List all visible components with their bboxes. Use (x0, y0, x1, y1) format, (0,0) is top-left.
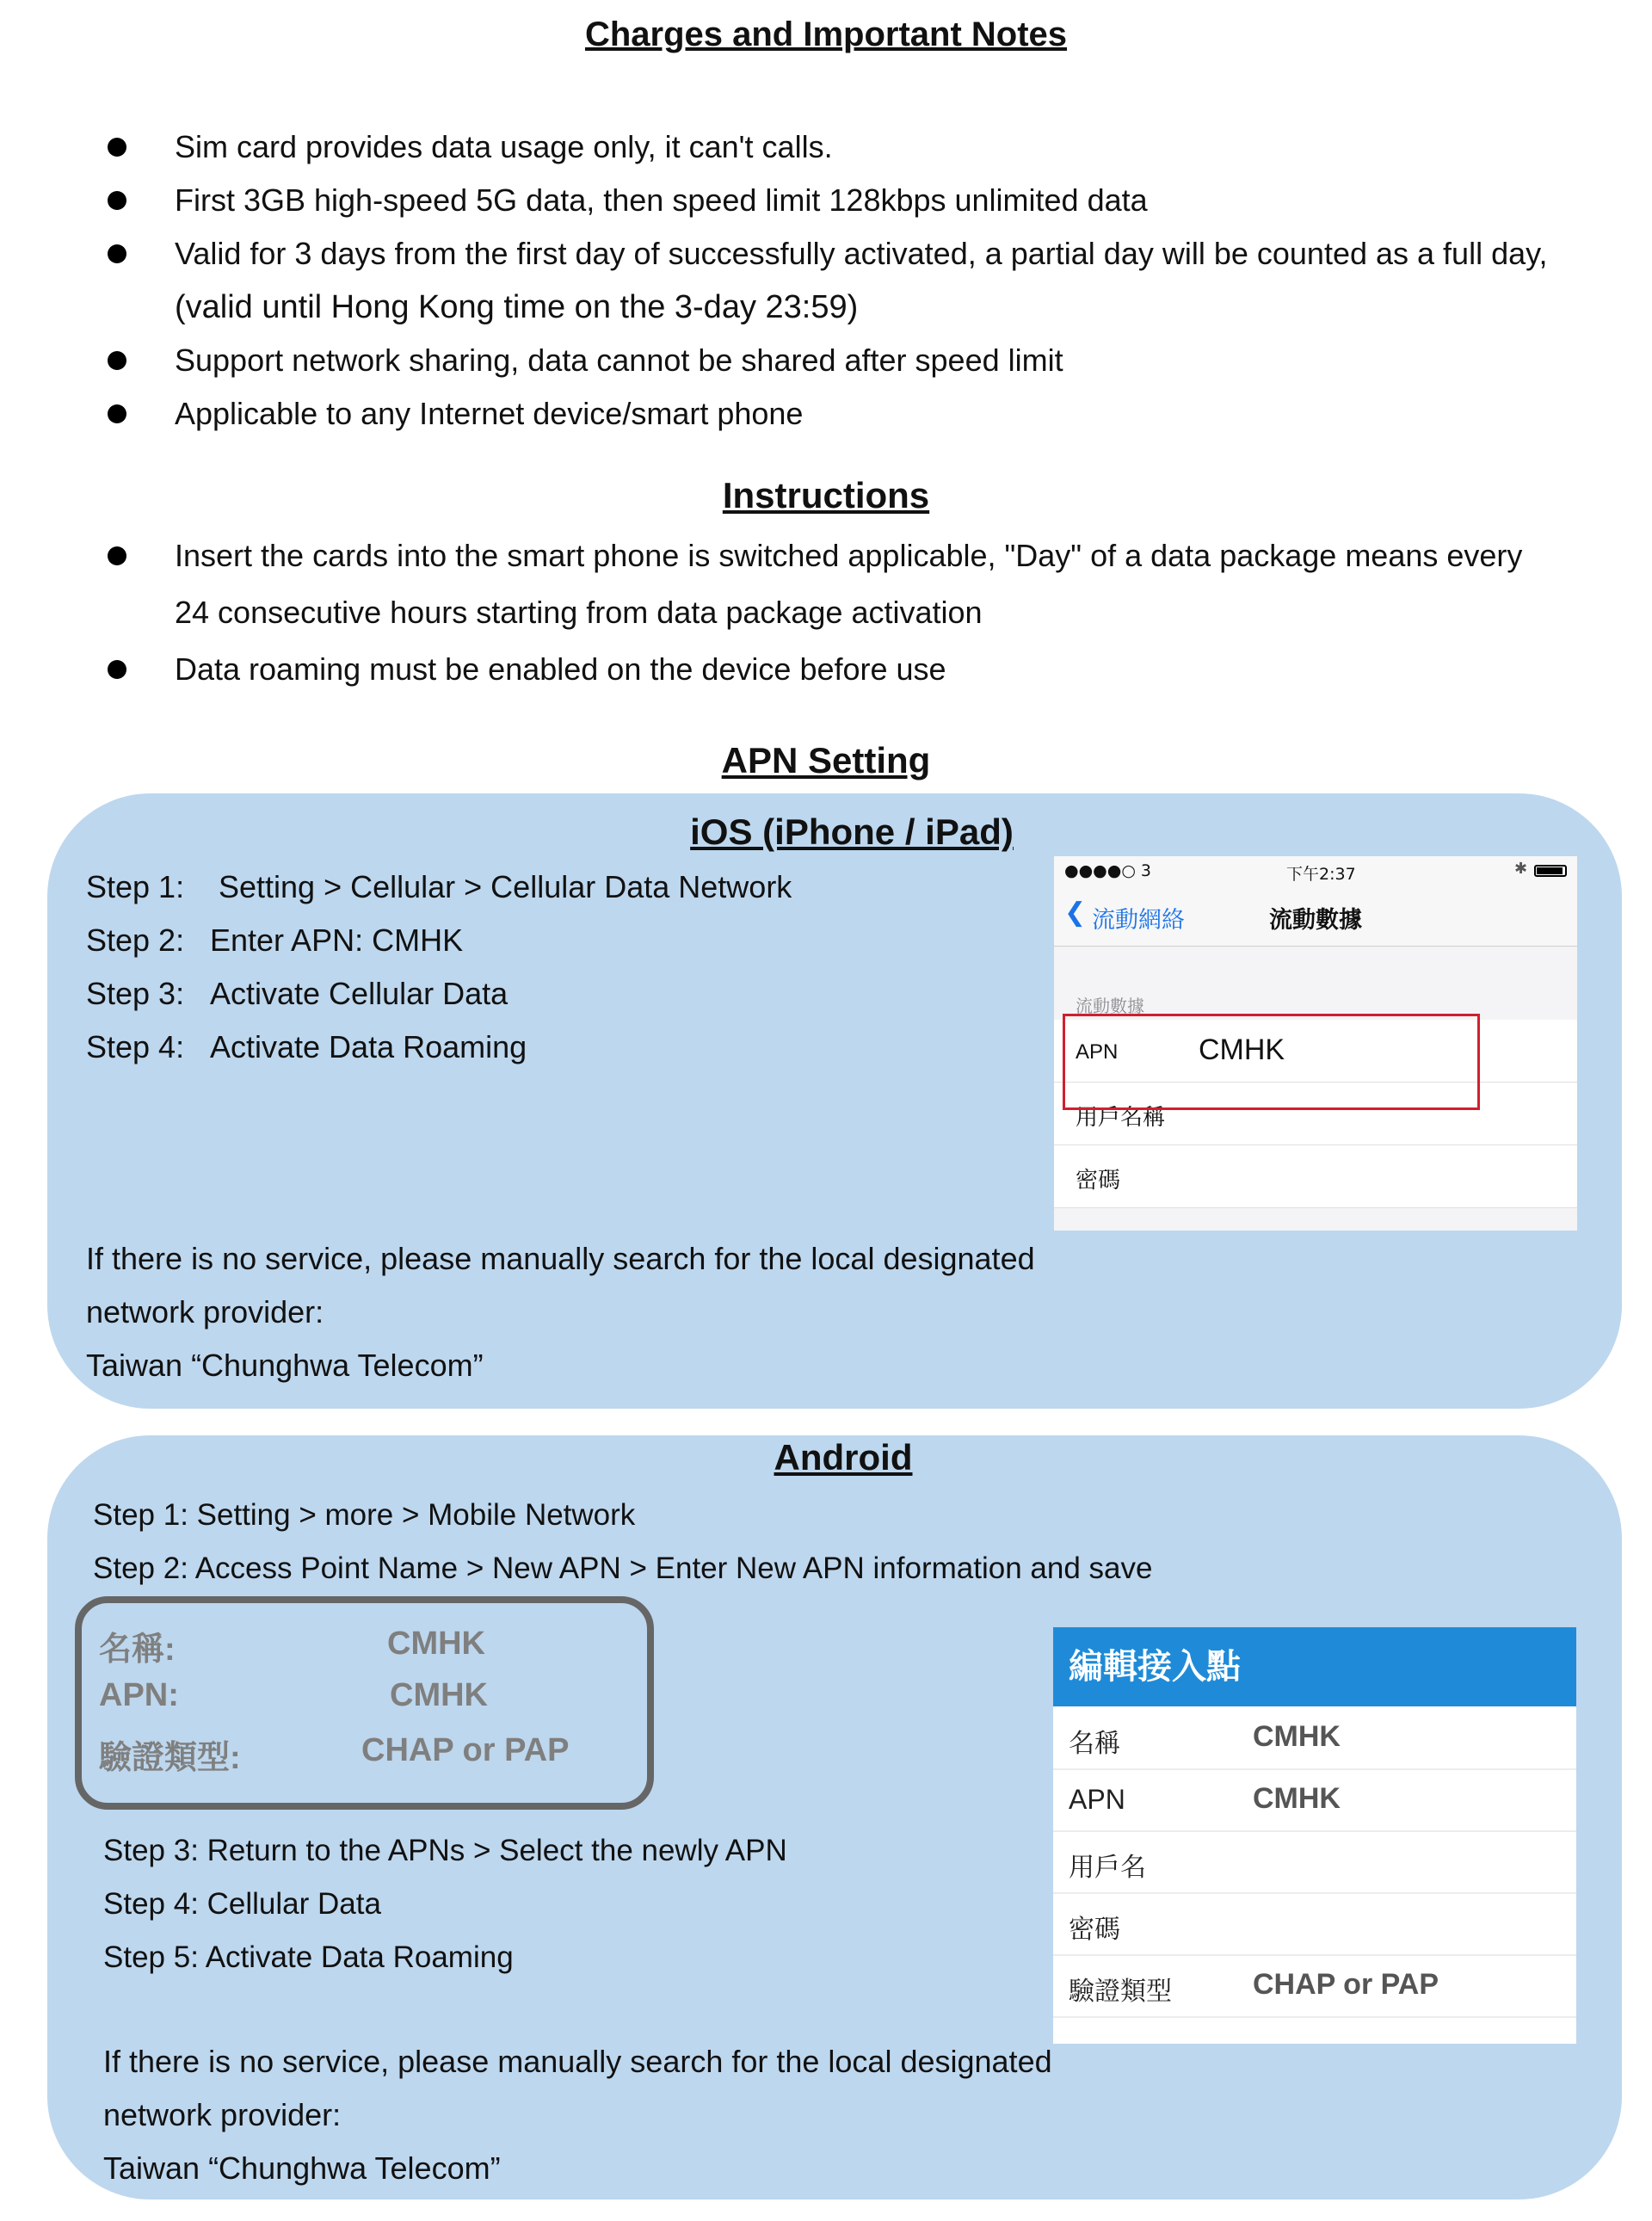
password-row[interactable]: 密碼 (1054, 1145, 1577, 1208)
instructions-list (108, 527, 1605, 698)
bullet-icon (108, 404, 126, 423)
list-item: Applicable to any Internet device/smart phone (108, 387, 1587, 441)
list-item-continuation: (valid until Hong Kong time on the 3-day 23:59) (175, 289, 859, 325)
name-row[interactable]: 名稱 CMHK (1053, 1706, 1576, 1770)
android-no-service-note: If there is no service, please manually search for the local designated network provider: Taiwan “Chunghwa Telecom” (103, 2044, 1052, 2186)
ios-no-service-note: If there is no service, please manually search for the local designated network provider: Taiwan “Chunghwa Telecom” (86, 1241, 1035, 1383)
list-item: Insert the cards into the smart phone is switched applicable, "Day" of a data package means every 24 consecutive hours starting from data package activation (108, 527, 1605, 641)
battery-icon (1534, 865, 1567, 877)
back-button[interactable]: 流動網絡 (1092, 907, 1185, 934)
bluetooth-icon: ✱ (1514, 860, 1528, 878)
bullet-icon (108, 138, 126, 157)
notes-title: Charges and Important Notes (584, 15, 1068, 53)
android-step: Step 1: Setting > more > Mobile Network (93, 1498, 636, 1532)
bullet-icon (108, 191, 126, 210)
edit-apn-title-bar: 編輯接入點 (1053, 1627, 1576, 1706)
ios-step: Step 1: Setting > Cellular > Cellular Data Network (86, 869, 792, 904)
apn-info-box: 名稱: CMHK APN: CMHK 驗證類型: CHAP or PAP (75, 1596, 654, 1810)
apn-value: CMHK (1199, 1033, 1285, 1066)
ios-step: Step 4: Activate Data Roaming (86, 1029, 527, 1064)
android-step: Step 3: Return to the APNs > Select the newly APN (103, 1834, 787, 1867)
status-time: 下午2:37 (1286, 865, 1356, 884)
instructions-title: Instructions (722, 475, 930, 515)
username-row[interactable]: 用戶名稱 (1054, 1083, 1577, 1145)
notes-list (108, 120, 1587, 441)
status-bar (1054, 856, 1577, 885)
list-item: First 3GB high-speed 5G data, then speed limit 128kbps unlimited data (108, 174, 1587, 227)
list-item: Data roaming must be enabled on the device before use (108, 641, 1605, 698)
apn-row[interactable]: APN CMHK (1053, 1768, 1576, 1832)
android-title: Android (774, 1437, 913, 1478)
android-step: Step 2: Access Point Name > New APN > Enter New APN information and save (93, 1552, 1153, 1585)
carrier-signal: ●●●●○ 3 (1064, 861, 1152, 880)
list-item: Sim card provides data usage only, it can't calls. (108, 120, 1587, 174)
apn-title: APN Setting (721, 740, 931, 780)
android-steps-b (103, 1824, 787, 1984)
ios-screenshot (1054, 856, 1577, 1231)
bullet-icon (108, 546, 126, 565)
list-item: Support network sharing, data cannot be shared after speed limit (108, 334, 1587, 387)
back-chevron-icon[interactable]: ❮ (1064, 898, 1087, 928)
bullet-icon (108, 660, 126, 679)
highlight-box (1063, 1014, 1480, 1110)
username-row[interactable]: 用戶名 (1053, 1830, 1576, 1894)
ios-steps (86, 861, 792, 1074)
bullet-icon (108, 351, 126, 370)
apn-row[interactable]: APN CMHK (1054, 1020, 1577, 1083)
password-row[interactable]: 密碼 (1053, 1892, 1576, 1956)
android-steps-a (93, 1489, 1152, 1595)
ios-step: Step 2: Enter APN: CMHK (86, 922, 464, 958)
ios-step: Step 3: Activate Cellular Data (86, 976, 509, 1011)
nav-bar (1054, 885, 1577, 947)
bullet-icon (108, 244, 126, 263)
ios-title: iOS (iPhone / iPad) (690, 811, 1014, 852)
section-header: 流動數據 (1076, 996, 1144, 1016)
android-step: Step 4: Cellular Data (103, 1887, 381, 1921)
nav-title: 流動數據 (1269, 907, 1362, 934)
android-step: Step 5: Activate Data Roaming (103, 1940, 514, 1974)
android-screenshot (1053, 1627, 1576, 2044)
list-item: Valid for 3 days from the first day of successfully activated, a partial day will be counted as a full day, (valid until Hong Kong time on the 3-day 23:59) (108, 227, 1587, 334)
auth-type-row[interactable]: 驗證類型 CHAP or PAP (1053, 1954, 1576, 2018)
